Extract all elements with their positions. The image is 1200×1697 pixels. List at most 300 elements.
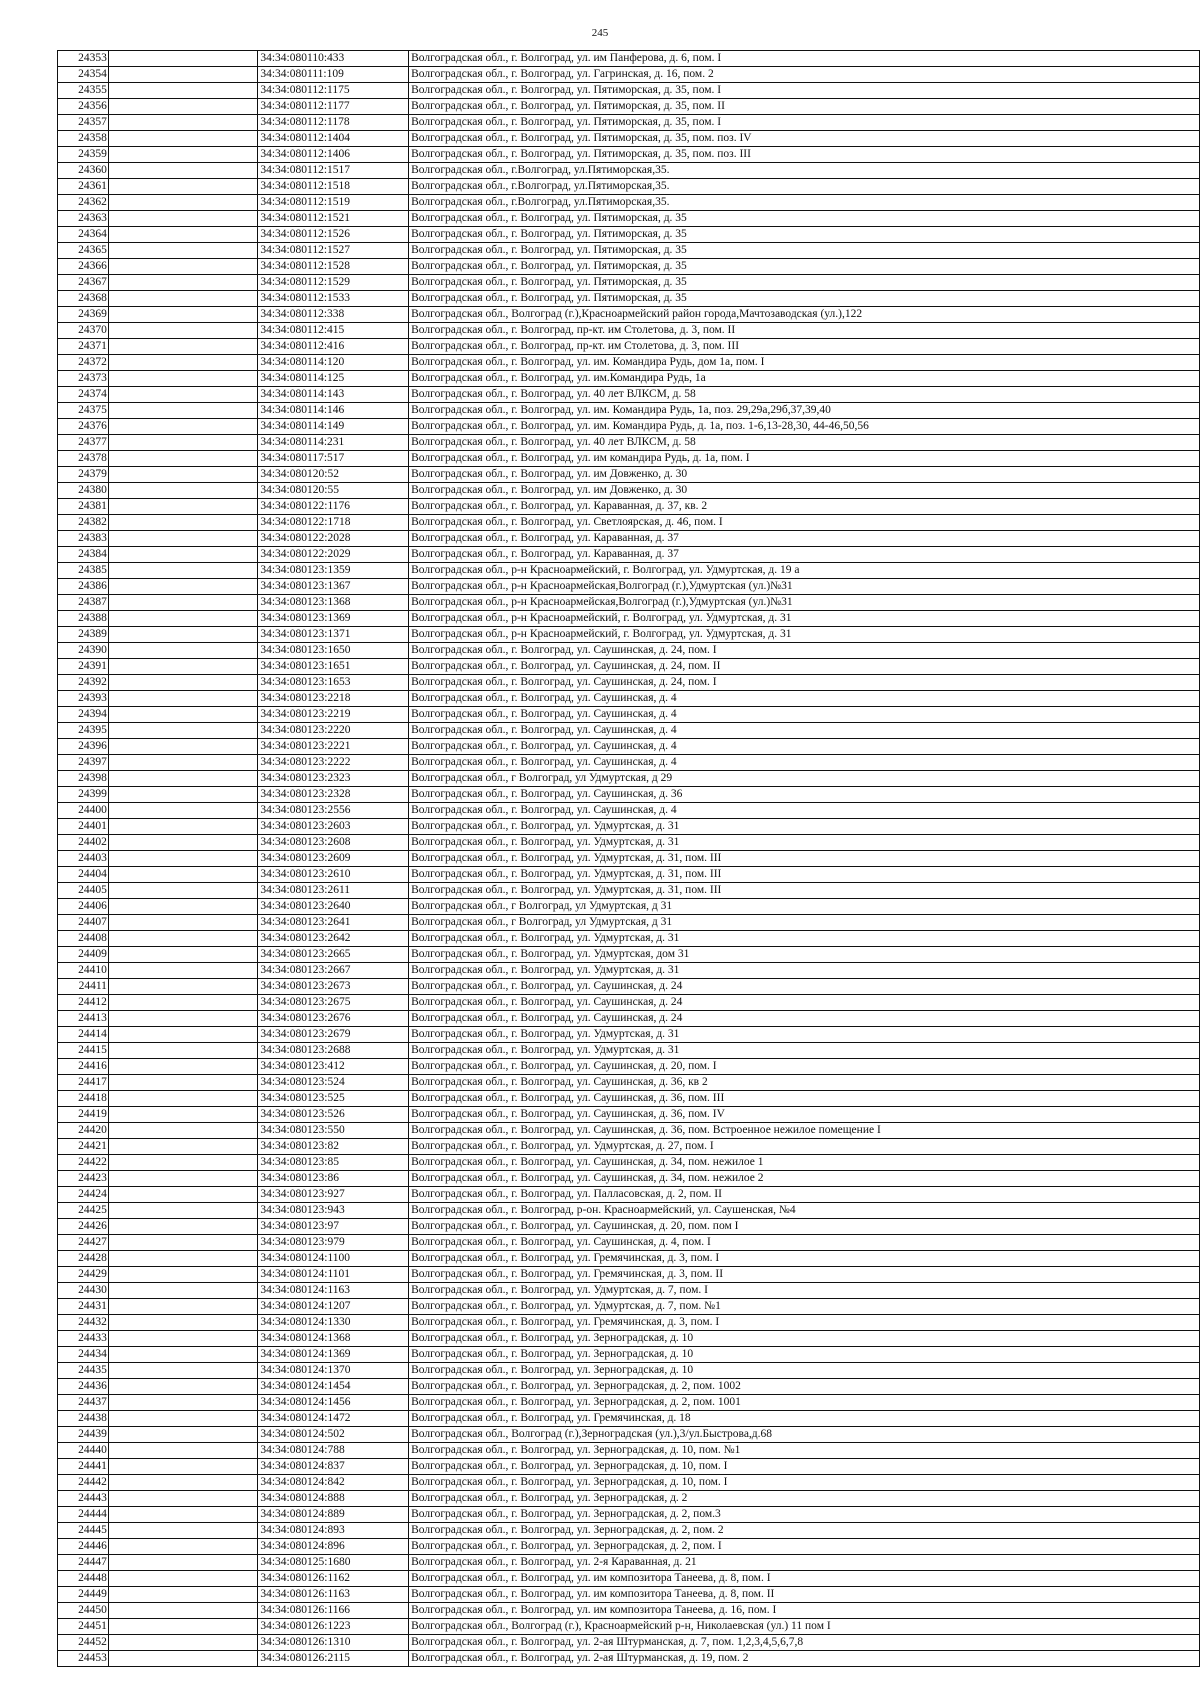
address: Волгоградская обл., г. Волгоград, ул. Удмуртская, д. 31 (409, 819, 1200, 835)
cadastral-number: 34:34:080123:2667 (258, 963, 409, 979)
table-row (58, 1011, 1200, 1027)
table-row (58, 691, 1200, 707)
empty-cell (108, 915, 257, 931)
row-number: 24393 (58, 691, 109, 707)
row-number: 24404 (58, 867, 109, 883)
address: Волгоградская обл., г. Волгоград, ул. им командира Рудь, д. 1а, пом. I (409, 451, 1200, 467)
address: Волгоградская обл., г. Волгоград, ул. Саушинская, д. 20, пом. пом I (409, 1219, 1200, 1235)
row-number: 24415 (58, 1043, 109, 1059)
address: Волгоградская обл., г Волгоград, ул Удмуртская, д 29 (409, 771, 1200, 787)
cadastral-number: 34:34:080112:1518 (258, 179, 409, 195)
table-row (58, 1363, 1200, 1379)
empty-cell (108, 1219, 257, 1235)
address: Волгоградская обл., г. Волгоград, ул. Саушинская, д. 36, кв 2 (409, 1075, 1200, 1091)
address: Волгоградская обл., г. Волгоград, ул. Зерноградская, д. 2 (409, 1491, 1200, 1507)
address: Волгоградская обл., г. Волгоград, ул. Удмуртская, дом 31 (409, 947, 1200, 963)
cadastral-number: 34:34:080114:149 (258, 419, 409, 435)
address: Волгоградская обл., р-н Красноармейский, г. Волгоград, ул. Удмуртская, д. 31 (409, 611, 1200, 627)
table-row (58, 323, 1200, 339)
row-number: 24436 (58, 1379, 109, 1395)
address: Волгоградская обл., г. Волгоград, ул. Пятиморская, д. 35, пом. I (409, 83, 1200, 99)
empty-cell (108, 403, 257, 419)
address: Волгоградская обл., г. Волгоград, ул. Саушинская, д. 34, пом. нежилое 2 (409, 1171, 1200, 1187)
row-number: 24364 (58, 227, 109, 243)
cadastral-number: 34:34:080123:2611 (258, 883, 409, 899)
row-number: 24424 (58, 1187, 109, 1203)
cadastral-number: 34:34:080123:2665 (258, 947, 409, 963)
row-number: 24369 (58, 307, 109, 323)
empty-cell (108, 1475, 257, 1491)
row-number: 24448 (58, 1571, 109, 1587)
empty-cell (108, 867, 257, 883)
address: Волгоградская обл., г. Волгоград, ул. Палласовская, д. 2, пом. II (409, 1187, 1200, 1203)
table-row (58, 483, 1200, 499)
cadastral-register-table (57, 50, 1200, 1667)
cadastral-number: 34:34:080123:2556 (258, 803, 409, 819)
address: Волгоградская обл., г. Волгоград, ул. Караванная, д. 37 (409, 531, 1200, 547)
address: Волгоградская обл., г. Волгоград, ул. Саушинская, д. 20, пом. I (409, 1059, 1200, 1075)
table-row (58, 1123, 1200, 1139)
cadastral-number: 34:34:080123:2608 (258, 835, 409, 851)
table-row (58, 1107, 1200, 1123)
table-row (58, 1283, 1200, 1299)
address: Волгоградская обл., г. Волгоград, ул. Удмуртская, д. 31 (409, 963, 1200, 979)
cadastral-number: 34:34:080124:1368 (258, 1331, 409, 1347)
address: Волгоградская обл., г. Волгоград, ул. Саушинская, д. 36, пом. IV (409, 1107, 1200, 1123)
empty-cell (108, 851, 257, 867)
table-row (58, 1203, 1200, 1219)
empty-cell (108, 51, 257, 67)
address: Волгоградская обл., г. Волгоград, ул. Пятиморская, д. 35 (409, 291, 1200, 307)
row-number: 24368 (58, 291, 109, 307)
row-number: 24422 (58, 1155, 109, 1171)
address: Волгоградская обл., г. Волгоград, ул. Удмуртская, д. 7, пом. I (409, 1283, 1200, 1299)
empty-cell (108, 643, 257, 659)
empty-cell (108, 1491, 257, 1507)
row-number: 24387 (58, 595, 109, 611)
table-row (58, 931, 1200, 947)
address: Волгоградская обл., г. Волгоград, ул. Саушинская, д. 4 (409, 755, 1200, 771)
cadastral-number: 34:34:080123:2603 (258, 819, 409, 835)
row-number: 24431 (58, 1299, 109, 1315)
row-number: 24429 (58, 1267, 109, 1283)
address: Волгоградская обл., г. Волгоград, ул. Саушинская, д. 24, пом. I (409, 643, 1200, 659)
table-row (58, 643, 1200, 659)
row-number: 24408 (58, 931, 109, 947)
address: Волгоградская обл., г Волгоград, ул Удмуртская, д 31 (409, 899, 1200, 915)
address: Волгоградская обл., г. Волгоград, ул. Саушинская, д. 24 (409, 995, 1200, 1011)
cadastral-number: 34:34:080112:1177 (258, 99, 409, 115)
table-row (58, 1043, 1200, 1059)
table-row (58, 835, 1200, 851)
table-row (58, 227, 1200, 243)
row-number: 24434 (58, 1347, 109, 1363)
empty-cell (108, 1139, 257, 1155)
table-row (58, 1171, 1200, 1187)
cadastral-number: 34:34:080123:86 (258, 1171, 409, 1187)
empty-cell (108, 1059, 257, 1075)
cadastral-number: 34:34:080110:433 (258, 51, 409, 67)
empty-cell (108, 1523, 257, 1539)
empty-cell (108, 803, 257, 819)
row-number: 24396 (58, 739, 109, 755)
cadastral-number: 34:34:080123:97 (258, 1219, 409, 1235)
row-number: 24414 (58, 1027, 109, 1043)
cadastral-number: 34:34:080124:1454 (258, 1379, 409, 1395)
address: Волгоградская обл., г. Волгоград, ул. Гремячинская, д. 3, пом. II (409, 1267, 1200, 1283)
cadastral-number: 34:34:080112:1527 (258, 243, 409, 259)
row-number: 24358 (58, 131, 109, 147)
empty-cell (108, 1619, 257, 1635)
cadastral-number: 34:34:080124:1101 (258, 1267, 409, 1283)
cadastral-number: 34:34:080126:1223 (258, 1619, 409, 1635)
address: Волгоградская обл., г. Волгоград, ул. Пятиморская, д. 35 (409, 227, 1200, 243)
address: Волгоградская обл., г. Волгоград, ул. Удмуртская, д. 31, пом. III (409, 867, 1200, 883)
empty-cell (108, 1507, 257, 1523)
empty-cell (108, 1155, 257, 1171)
address: Волгоградская обл., г. Волгоград, ул. Зерноградская, д. 10 (409, 1363, 1200, 1379)
table-row (58, 1539, 1200, 1555)
address: Волгоградская обл., г. Волгоград, пр-кт. им Столетова, д. 3, пом. II (409, 323, 1200, 339)
row-number: 24353 (58, 51, 109, 67)
row-number: 24377 (58, 435, 109, 451)
empty-cell (108, 1251, 257, 1267)
empty-cell (108, 563, 257, 579)
cadastral-number: 34:34:080112:416 (258, 339, 409, 355)
empty-cell (108, 211, 257, 227)
address: Волгоградская обл., г. Волгоград, ул. 40 лет ВЛКСМ, д. 58 (409, 387, 1200, 403)
row-number: 24383 (58, 531, 109, 547)
address: Волгоградская обл., г.Волгоград, ул.Пятиморская,35. (409, 195, 1200, 211)
row-number: 24381 (58, 499, 109, 515)
cadastral-number: 34:34:080112:1178 (258, 115, 409, 131)
table-row (58, 579, 1200, 595)
cadastral-number: 34:34:080112:1526 (258, 227, 409, 243)
empty-cell (108, 179, 257, 195)
row-number: 24362 (58, 195, 109, 211)
address: Волгоградская обл., г. Волгоград, ул. Саушинская, д. 4 (409, 691, 1200, 707)
row-number: 24366 (58, 259, 109, 275)
cadastral-number: 34:34:080123:1650 (258, 643, 409, 659)
empty-cell (108, 1411, 257, 1427)
empty-cell (108, 419, 257, 435)
address: Волгоградская обл., Волгоград (г.),Зерноградская (ул.),3/ул.Быстрова,д.68 (409, 1427, 1200, 1443)
cadastral-number: 34:34:080124:896 (258, 1539, 409, 1555)
row-number: 24391 (58, 659, 109, 675)
empty-cell (108, 579, 257, 595)
table-row (58, 339, 1200, 355)
address: Волгоградская обл., г. Волгоград, ул. Пятиморская, д. 35, пом. II (409, 99, 1200, 115)
row-number: 24360 (58, 163, 109, 179)
table-row (58, 1155, 1200, 1171)
cadastral-number: 34:34:080124:502 (258, 1427, 409, 1443)
row-number: 24400 (58, 803, 109, 819)
empty-cell (108, 1011, 257, 1027)
cadastral-number: 34:34:080123:2218 (258, 691, 409, 707)
address: Волгоградская обл., г. Волгоград, ул. Зерноградская, д. 10, пом. №1 (409, 1443, 1200, 1459)
row-number: 24452 (58, 1635, 109, 1651)
table-row (58, 451, 1200, 467)
table-row (58, 883, 1200, 899)
address: Волгоградская обл., г. Волгоград, ул. Гремячинская, д. 3, пом. I (409, 1315, 1200, 1331)
cadastral-number: 34:34:080114:120 (258, 355, 409, 371)
row-number: 24392 (58, 675, 109, 691)
table-row (58, 1075, 1200, 1091)
address: Волгоградская обл., г. Волгоград, ул. Удмуртская, д. 31 (409, 1043, 1200, 1059)
table-row (58, 1267, 1200, 1283)
address: Волгоградская обл., г. Волгоград, ул. Удмуртская, д. 31, пом. III (409, 883, 1200, 899)
table-row (58, 675, 1200, 691)
address: Волгоградская обл., г. Волгоград, ул. 2-ая Штурманская, д. 19, пом. 2 (409, 1651, 1200, 1667)
row-number: 24372 (58, 355, 109, 371)
address: Волгоградская обл., г. Волгоград, ул. им. Командира Рудь, дом 1а, пом. I (409, 355, 1200, 371)
address: Волгоградская обл., г. Волгоград, ул. Саушинская, д. 4 (409, 803, 1200, 819)
cadastral-number: 34:34:080124:889 (258, 1507, 409, 1523)
row-number: 24450 (58, 1603, 109, 1619)
row-number: 24438 (58, 1411, 109, 1427)
empty-cell (108, 1299, 257, 1315)
address: Волгоградская обл., г. Волгоград, ул. Удмуртская, д. 31 (409, 931, 1200, 947)
empty-cell (108, 707, 257, 723)
address: Волгоградская обл., г. Волгоград, ул. Удмуртская, д. 7, пом. №1 (409, 1299, 1200, 1315)
address: Волгоградская обл., г. Волгоград, ул. им.Командира Рудь, 1а (409, 371, 1200, 387)
cadastral-number: 34:34:080112:1175 (258, 83, 409, 99)
address: Волгоградская обл., г. Волгоград, ул. Пятиморская, д. 35 (409, 259, 1200, 275)
table-row (58, 515, 1200, 531)
cadastral-number: 34:34:080123:2222 (258, 755, 409, 771)
row-number: 24435 (58, 1363, 109, 1379)
address: Волгоградская обл., г. Волгоград, ул. Саушинская, д. 24, пом. I (409, 675, 1200, 691)
table-row (58, 659, 1200, 675)
empty-cell (108, 83, 257, 99)
cadastral-number: 34:34:080126:2115 (258, 1651, 409, 1667)
table-row (58, 1315, 1200, 1331)
address: Волгоградская обл., г. Волгоград, ул. Зерноградская, д. 10, пом. I (409, 1459, 1200, 1475)
row-number: 24410 (58, 963, 109, 979)
table-row (58, 1475, 1200, 1491)
row-number: 24395 (58, 723, 109, 739)
cadastral-number: 34:34:080123:2673 (258, 979, 409, 995)
table-row (58, 1459, 1200, 1475)
address: Волгоградская обл., г. Волгоград, ул. Зерноградская, д. 2, пом. 2 (409, 1523, 1200, 1539)
address: Волгоградская обл., г. Волгоград, ул. Саушинская, д. 4, пом. I (409, 1235, 1200, 1251)
cadastral-number: 34:34:080112:1521 (258, 211, 409, 227)
cadastral-number: 34:34:080124:1330 (258, 1315, 409, 1331)
empty-cell (108, 1603, 257, 1619)
row-number: 24398 (58, 771, 109, 787)
empty-cell (108, 387, 257, 403)
table-row (58, 963, 1200, 979)
row-number: 24356 (58, 99, 109, 115)
cadastral-number: 34:34:080123:2610 (258, 867, 409, 883)
table-row (58, 1299, 1200, 1315)
cadastral-number: 34:34:080123:85 (258, 1155, 409, 1171)
table-row (58, 211, 1200, 227)
row-number: 24384 (58, 547, 109, 563)
empty-cell (108, 1539, 257, 1555)
table-row (58, 1603, 1200, 1619)
empty-cell (108, 1379, 257, 1395)
empty-cell (108, 1651, 257, 1667)
row-number: 24407 (58, 915, 109, 931)
table-row (58, 115, 1200, 131)
empty-cell (108, 371, 257, 387)
table-row (58, 403, 1200, 419)
table-row (58, 99, 1200, 115)
table-row (58, 563, 1200, 579)
table-row (58, 131, 1200, 147)
table-row (58, 547, 1200, 563)
cadastral-number: 34:34:080123:979 (258, 1235, 409, 1251)
empty-cell (108, 1443, 257, 1459)
table-row (58, 1379, 1200, 1395)
table-row (58, 979, 1200, 995)
address: Волгоградская обл., г. Волгоград, пр-кт. им Столетова, д. 3, пом. III (409, 339, 1200, 355)
cadastral-number: 34:34:080124:1100 (258, 1251, 409, 1267)
table-row (58, 467, 1200, 483)
row-number: 24416 (58, 1059, 109, 1075)
row-number: 24379 (58, 467, 109, 483)
empty-cell (108, 1635, 257, 1651)
row-number: 24390 (58, 643, 109, 659)
empty-cell (108, 787, 257, 803)
row-number: 24382 (58, 515, 109, 531)
address: Волгоградская обл., г. Волгоград, ул. Саушинская, д. 36, пом. Встроенное нежилое помещение I (409, 1123, 1200, 1139)
table-row (58, 1507, 1200, 1523)
row-number: 24427 (58, 1235, 109, 1251)
row-number: 24363 (58, 211, 109, 227)
address: Волгоградская обл., г. Волгоград, ул. Пятиморская, д. 35 (409, 211, 1200, 227)
address: Волгоградская обл., г. Волгоград, ул. Пятиморская, д. 35 (409, 275, 1200, 291)
empty-cell (108, 627, 257, 643)
address: Волгоградская обл., г. Волгоград, ул. Зерноградская, д. 10 (409, 1347, 1200, 1363)
cadastral-number: 34:34:080114:146 (258, 403, 409, 419)
cadastral-number: 34:34:080123:1653 (258, 675, 409, 691)
empty-cell (108, 163, 257, 179)
table-row (58, 595, 1200, 611)
row-number: 24418 (58, 1091, 109, 1107)
address: Волгоградская обл., г. Волгоград, ул. Саушинская, д. 24, пом. II (409, 659, 1200, 675)
row-number: 24423 (58, 1171, 109, 1187)
cadastral-number: 34:34:080126:1166 (258, 1603, 409, 1619)
empty-cell (108, 547, 257, 563)
empty-cell (108, 339, 257, 355)
row-number: 24449 (58, 1587, 109, 1603)
address: Волгоградская обл., г. Волгоград, ул. Пятиморская, д. 35, пом. поз. IV (409, 131, 1200, 147)
cadastral-number: 34:34:080123:943 (258, 1203, 409, 1219)
row-number: 24405 (58, 883, 109, 899)
empty-cell (108, 675, 257, 691)
cadastral-number: 34:34:080123:2675 (258, 995, 409, 1011)
row-number: 24428 (58, 1251, 109, 1267)
cadastral-number: 34:34:080123:1367 (258, 579, 409, 595)
cadastral-number: 34:34:080123:525 (258, 1091, 409, 1107)
table-row (58, 1219, 1200, 1235)
empty-cell (108, 259, 257, 275)
cadastral-number: 34:34:080124:1207 (258, 1299, 409, 1315)
empty-cell (108, 1107, 257, 1123)
address: Волгоградская обл., г. Волгоград, ул. Саушинская, д. 24 (409, 1011, 1200, 1027)
table-row (58, 51, 1200, 67)
empty-cell (108, 1315, 257, 1331)
table-row (58, 1347, 1200, 1363)
empty-cell (108, 1075, 257, 1091)
table-row (58, 739, 1200, 755)
empty-cell (108, 355, 257, 371)
cadastral-number: 34:34:080123:2219 (258, 707, 409, 723)
cadastral-number: 34:34:080126:1163 (258, 1587, 409, 1603)
table-row (58, 947, 1200, 963)
row-number: 24367 (58, 275, 109, 291)
row-number: 24388 (58, 611, 109, 627)
address: Волгоградская обл., Волгоград (г.), Красноармейский р-н, Николаевская (ул.) 11 пом I (409, 1619, 1200, 1635)
address: Волгоградская обл., Волгоград (г.),Красноармейский район города,Мачтозаводская (ул.),122 (409, 307, 1200, 323)
row-number: 24432 (58, 1315, 109, 1331)
cadastral-number: 34:34:080124:1163 (258, 1283, 409, 1299)
cadastral-number: 34:34:080112:1404 (258, 131, 409, 147)
row-number: 24403 (58, 851, 109, 867)
cadastral-number: 34:34:080123:2676 (258, 1011, 409, 1027)
cadastral-number: 34:34:080122:2029 (258, 547, 409, 563)
address: Волгоградская обл., г. Волгоград, ул. Пятиморская, д. 35 (409, 243, 1200, 259)
empty-cell (108, 899, 257, 915)
address: Волгоградская обл., р-н Красноармейский, г. Волгоград, ул. Удмуртская, д. 31 (409, 627, 1200, 643)
empty-cell (108, 1171, 257, 1187)
address: Волгоградская обл., г. Волгоград, ул. Пятиморская, д. 35, пом. поз. III (409, 147, 1200, 163)
row-number: 24402 (58, 835, 109, 851)
cadastral-number: 34:34:080126:1310 (258, 1635, 409, 1651)
cadastral-number: 34:34:080122:1176 (258, 499, 409, 515)
address: Волгоградская обл., г. Волгоград, ул. им композитора Танеева, д. 8, пом. II (409, 1587, 1200, 1603)
row-number: 24421 (58, 1139, 109, 1155)
table-row (58, 387, 1200, 403)
cadastral-number: 34:34:080123:1651 (258, 659, 409, 675)
empty-cell (108, 467, 257, 483)
row-number: 24359 (58, 147, 109, 163)
empty-cell (108, 1587, 257, 1603)
table-row (58, 419, 1200, 435)
address: Волгоградская обл., г. Волгоград, ул. им. Командира Рудь, 1а, поз. 29,29а,29б,37,39,40 (409, 403, 1200, 419)
cadastral-number: 34:34:080123:2328 (258, 787, 409, 803)
cadastral-number: 34:34:080125:1680 (258, 1555, 409, 1571)
empty-cell (108, 531, 257, 547)
row-number: 24446 (58, 1539, 109, 1555)
address: Волгоградская обл., г. Волгоград, ул. Караванная, д. 37, кв. 2 (409, 499, 1200, 515)
row-number: 24406 (58, 899, 109, 915)
address: Волгоградская обл., г. Волгоград, ул. 40 лет ВЛКСМ, д. 58 (409, 435, 1200, 451)
empty-cell (108, 1427, 257, 1443)
empty-cell (108, 1555, 257, 1571)
table-row (58, 787, 1200, 803)
cadastral-number: 34:34:080124:1370 (258, 1363, 409, 1379)
cadastral-number: 34:34:080114:143 (258, 387, 409, 403)
empty-cell (108, 1235, 257, 1251)
table-row (58, 243, 1200, 259)
row-number: 24389 (58, 627, 109, 643)
row-number: 24361 (58, 179, 109, 195)
empty-cell (108, 275, 257, 291)
table-row (58, 803, 1200, 819)
address: Волгоградская обл., г. Волгоград, ул. им Панферова, д. 6, пом. I (409, 51, 1200, 67)
row-number: 24453 (58, 1651, 109, 1667)
table-row (58, 275, 1200, 291)
table-row (58, 1523, 1200, 1539)
row-number: 24375 (58, 403, 109, 419)
row-number: 24443 (58, 1491, 109, 1507)
table-row (58, 1427, 1200, 1443)
empty-cell (108, 1331, 257, 1347)
table-row (58, 1251, 1200, 1267)
